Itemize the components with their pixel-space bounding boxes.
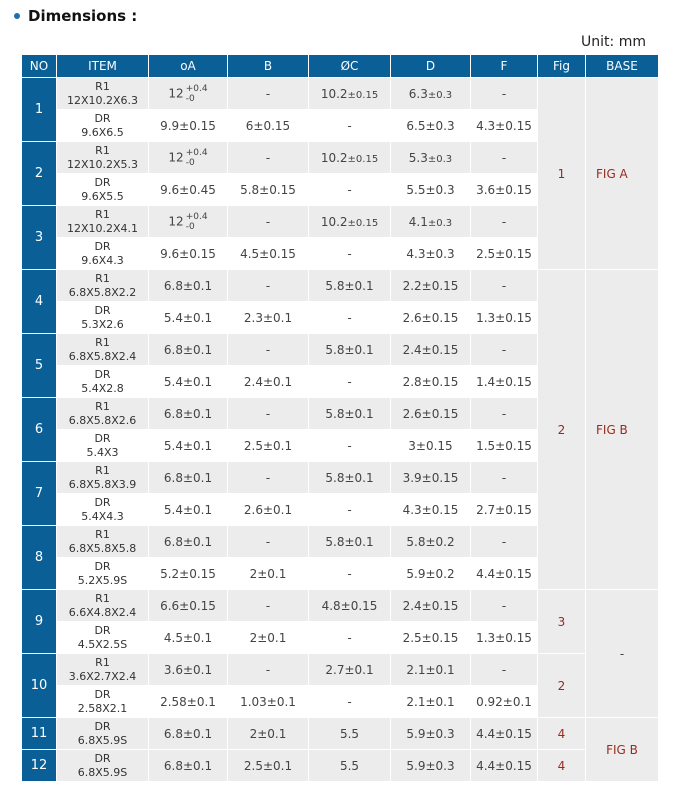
c-cell: 5.5: [309, 750, 391, 782]
item-cell: DR 4.5X2.5S: [57, 622, 149, 654]
table-row: [22, 590, 659, 622]
item-cell: R1 12X10.2X5.3: [57, 142, 149, 174]
d-cell: 2.5±0.15: [391, 622, 471, 654]
header-c: ØC: [309, 55, 391, 78]
a-cell: 4.5±0.1: [149, 622, 228, 654]
c-cell: -: [309, 302, 391, 334]
a-cell: 12 +0.4 -0: [149, 206, 228, 238]
c-cell: -: [309, 558, 391, 590]
d-cell: 2.6±0.15: [391, 302, 471, 334]
a-cell: 5.4±0.1: [149, 430, 228, 462]
item-cell: R1 6.8X5.8X2.2: [57, 270, 149, 302]
f-cell: 1.3±0.15: [471, 302, 538, 334]
d-cell: 5.3±0.3: [391, 142, 471, 174]
fig-cell: 4: [538, 750, 586, 782]
c-cell: 10.2±0.15: [309, 142, 391, 174]
row-number: 10: [22, 654, 57, 718]
c-cell: -: [309, 174, 391, 206]
item-cell: DR 6.8X5.9S: [57, 718, 149, 750]
a-cell: 2.58±0.1: [149, 686, 228, 718]
item-cell: DR 9.6X6.5: [57, 110, 149, 142]
header-no: NO: [22, 55, 57, 78]
d-cell: 4.3±0.15: [391, 494, 471, 526]
b-cell: 2.3±0.1: [228, 302, 309, 334]
f-cell: 3.6±0.15: [471, 174, 538, 206]
d-cell: 2.4±0.15: [391, 590, 471, 622]
b-cell: 2±0.1: [228, 622, 309, 654]
a-cell: 5.4±0.1: [149, 302, 228, 334]
row-number: 9: [22, 590, 57, 654]
f-cell: -: [471, 206, 538, 238]
item-cell: R1 6.8X5.8X3.9: [57, 462, 149, 494]
d-cell: 3.9±0.15: [391, 462, 471, 494]
a-cell: 12 +0.4 -0: [149, 142, 228, 174]
d-cell: 2.1±0.1: [391, 654, 471, 686]
table-row: [22, 270, 659, 302]
a-cell: 6.8±0.1: [149, 334, 228, 366]
f-cell: 4.3±0.15: [471, 110, 538, 142]
f-cell: -: [471, 334, 538, 366]
b-cell: -: [228, 526, 309, 558]
a-cell: 5.4±0.1: [149, 366, 228, 398]
item-cell: DR 9.6X4.3: [57, 238, 149, 270]
row-number: 12: [22, 750, 57, 782]
item-cell: DR 5.4X3: [57, 430, 149, 462]
d-cell: 4.3±0.3: [391, 238, 471, 270]
row-number: 5: [22, 334, 57, 398]
item-cell: DR 5.2X5.9S: [57, 558, 149, 590]
header-base: BASE: [586, 55, 659, 78]
a-cell: 6.8±0.1: [149, 270, 228, 302]
item-cell: DR 5.3X2.6: [57, 302, 149, 334]
a-cell: 6.8±0.1: [149, 462, 228, 494]
dimensions-table: [21, 54, 659, 782]
f-cell: -: [471, 398, 538, 430]
d-cell: 6.5±0.3: [391, 110, 471, 142]
f-cell: 2.5±0.15: [471, 238, 538, 270]
row-number: 2: [22, 142, 57, 206]
row-number: 6: [22, 398, 57, 462]
f-cell: 4.4±0.15: [471, 718, 538, 750]
d-cell: 5.9±0.3: [391, 718, 471, 750]
c-cell: 5.8±0.1: [309, 526, 391, 558]
bullet-icon: [14, 13, 20, 19]
b-cell: -: [228, 142, 309, 174]
b-cell: 6±0.15: [228, 110, 309, 142]
base-cell: FIG A: [586, 78, 659, 270]
unit-label: Unit: mm: [581, 34, 646, 50]
c-cell: 10.2±0.15: [309, 206, 391, 238]
c-cell: 5.8±0.1: [309, 334, 391, 366]
item-cell: R1 6.8X5.8X2.6: [57, 398, 149, 430]
b-cell: -: [228, 334, 309, 366]
f-cell: 4.4±0.15: [471, 558, 538, 590]
c-cell: 5.8±0.1: [309, 398, 391, 430]
item-cell: DR 5.4X2.8: [57, 366, 149, 398]
base-cell: FIG B: [586, 718, 659, 782]
b-cell: -: [228, 462, 309, 494]
table-row: [22, 750, 659, 782]
row-number: 3: [22, 206, 57, 270]
b-cell: -: [228, 270, 309, 302]
item-cell: DR 6.8X5.9S: [57, 750, 149, 782]
table-row: [22, 78, 659, 110]
a-cell: 12 +0.4 -0: [149, 78, 228, 110]
item-cell: R1 12X10.2X6.3: [57, 78, 149, 110]
a-cell: 5.2±0.15: [149, 558, 228, 590]
f-cell: -: [471, 526, 538, 558]
c-cell: -: [309, 366, 391, 398]
d-cell: 2.2±0.15: [391, 270, 471, 302]
row-number: 8: [22, 526, 57, 590]
d-cell: 6.3±0.3: [391, 78, 471, 110]
d-cell: 2.1±0.1: [391, 686, 471, 718]
c-cell: 5.8±0.1: [309, 462, 391, 494]
a-cell: 6.8±0.1: [149, 718, 228, 750]
d-cell: 2.4±0.15: [391, 334, 471, 366]
b-cell: 2.5±0.1: [228, 750, 309, 782]
item-cell: R1 12X10.2X4.1: [57, 206, 149, 238]
f-cell: 1.3±0.15: [471, 622, 538, 654]
b-cell: -: [228, 398, 309, 430]
item-cell: DR 2.58X2.1: [57, 686, 149, 718]
f-cell: 4.4±0.15: [471, 750, 538, 782]
b-cell: 2±0.1: [228, 558, 309, 590]
header-a: oA: [149, 55, 228, 78]
row-number: 1: [22, 78, 57, 142]
d-cell: 5.5±0.3: [391, 174, 471, 206]
row-number: 4: [22, 270, 57, 334]
b-cell: 4.5±0.15: [228, 238, 309, 270]
b-cell: 2.5±0.1: [228, 430, 309, 462]
f-cell: 2.7±0.15: [471, 494, 538, 526]
c-cell: -: [309, 622, 391, 654]
base-cell: -: [586, 590, 659, 718]
a-cell: 6.8±0.1: [149, 526, 228, 558]
c-cell: 5.8±0.1: [309, 270, 391, 302]
c-cell: -: [309, 430, 391, 462]
header-fig: Fig: [538, 55, 586, 78]
f-cell: -: [471, 654, 538, 686]
a-cell: 9.6±0.45: [149, 174, 228, 206]
header-d: D: [391, 55, 471, 78]
b-cell: 2±0.1: [228, 718, 309, 750]
a-cell: 9.6±0.15: [149, 238, 228, 270]
b-cell: 2.4±0.1: [228, 366, 309, 398]
c-cell: -: [309, 110, 391, 142]
b-cell: 2.6±0.1: [228, 494, 309, 526]
fig-cell: 1: [538, 78, 586, 270]
d-cell: 2.6±0.15: [391, 398, 471, 430]
base-cell: FIG B: [586, 270, 659, 590]
f-cell: 1.5±0.15: [471, 430, 538, 462]
row-number: 11: [22, 718, 57, 750]
f-cell: -: [471, 462, 538, 494]
fig-cell: 3: [538, 590, 586, 654]
fig-cell: 2: [538, 654, 586, 718]
b-cell: -: [228, 206, 309, 238]
d-cell: 2.8±0.15: [391, 366, 471, 398]
d-cell: 3±0.15: [391, 430, 471, 462]
b-cell: -: [228, 654, 309, 686]
c-cell: -: [309, 686, 391, 718]
f-cell: 1.4±0.15: [471, 366, 538, 398]
b-cell: 1.03±0.1: [228, 686, 309, 718]
header-f: F: [471, 55, 538, 78]
b-cell: -: [228, 590, 309, 622]
item-cell: R1 6.8X5.8X2.4: [57, 334, 149, 366]
c-cell: -: [309, 238, 391, 270]
header-item: ITEM: [57, 55, 149, 78]
d-cell: 5.9±0.2: [391, 558, 471, 590]
a-cell: 9.9±0.15: [149, 110, 228, 142]
fig-cell: 4: [538, 718, 586, 750]
header-b: B: [228, 55, 309, 78]
item-cell: R1 3.6X2.7X2.4: [57, 654, 149, 686]
f-cell: -: [471, 142, 538, 174]
item-cell: DR 9.6X5.5: [57, 174, 149, 206]
d-cell: 5.8±0.2: [391, 526, 471, 558]
a-cell: 5.4±0.1: [149, 494, 228, 526]
row-number: 7: [22, 462, 57, 526]
c-cell: 5.5: [309, 718, 391, 750]
b-cell: -: [228, 78, 309, 110]
a-cell: 6.8±0.1: [149, 750, 228, 782]
f-cell: -: [471, 78, 538, 110]
item-cell: DR 5.4X4.3: [57, 494, 149, 526]
item-cell: R1 6.6X4.8X2.4: [57, 590, 149, 622]
d-cell: 5.9±0.3: [391, 750, 471, 782]
f-cell: 0.92±0.1: [471, 686, 538, 718]
a-cell: 6.6±0.15: [149, 590, 228, 622]
f-cell: -: [471, 270, 538, 302]
a-cell: 6.8±0.1: [149, 398, 228, 430]
f-cell: -: [471, 590, 538, 622]
a-cell: 3.6±0.1: [149, 654, 228, 686]
table-row: [22, 718, 659, 750]
c-cell: 10.2±0.15: [309, 78, 391, 110]
table-row: [22, 654, 659, 686]
c-cell: 4.8±0.15: [309, 590, 391, 622]
fig-cell: 2: [538, 270, 586, 590]
section-heading: [14, 6, 137, 26]
c-cell: -: [309, 494, 391, 526]
section-title: Dimensions :: [28, 7, 138, 25]
item-cell: R1 6.8X5.8X5.8: [57, 526, 149, 558]
header-row: [22, 55, 659, 78]
b-cell: 5.8±0.15: [228, 174, 309, 206]
d-cell: 4.1±0.3: [391, 206, 471, 238]
c-cell: 2.7±0.1: [309, 654, 391, 686]
